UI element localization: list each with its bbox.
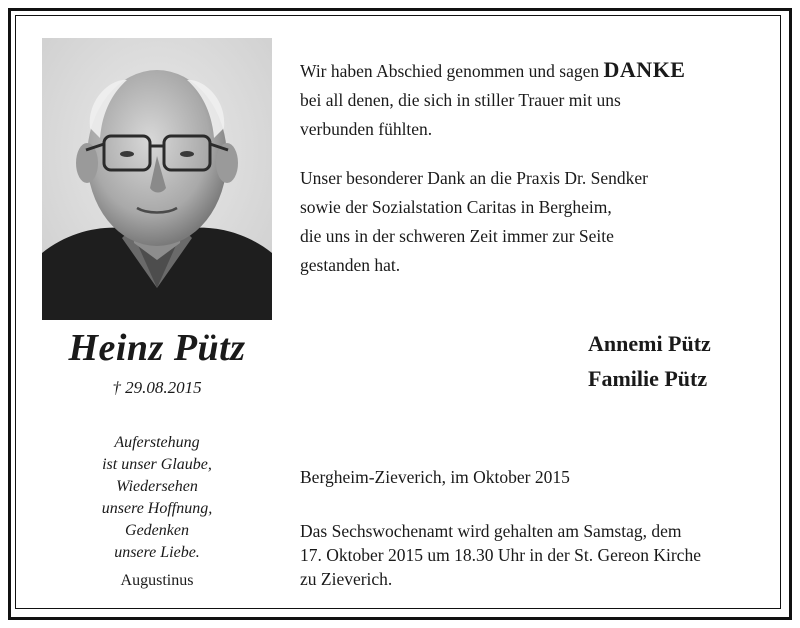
quote-line: unsere Hoffnung, [101,500,213,517]
special-thanks-line: die uns in der schweren Zeit immer zur Seite [300,226,614,246]
place-date: Bergheim-Zieverich, im Oktober 2015 [300,467,570,487]
portrait-photo [42,38,272,320]
death-date: † 29.08.2015 [112,378,202,397]
quote-line: Gedenken [125,522,189,539]
special-thanks-line: sowie der Sozialstation Caritas in Bergheim, [300,197,612,217]
thanks-line-1 [300,55,770,86]
deceased-name: Heinz Pütz [68,327,246,369]
mass-line: Das Sechswochenamt wird gehalten am Samstag, dem [300,521,682,541]
mass-line: 17. Oktober 2015 um 18.30 Uhr in der St. Gereon Kirche [300,545,701,565]
quote [42,432,272,564]
thanks-paragraph [300,55,770,144]
signature-annemi: Annemi Pütz [588,331,711,356]
quote-line: ist unser Glaube, [102,456,212,473]
thanks-line-2: bei all denen, die sich in stiller Trauer mit uns [300,90,621,110]
quote-author: Augustinus [120,572,194,589]
quote-line: Auferstehung [114,434,200,451]
special-thanks-line: gestanden hat. [300,255,401,275]
quote-line: unsere Liebe. [114,544,200,561]
thanks-line-1-text: Wir haben Abschied genommen und sagen [300,61,604,81]
special-thanks-paragraph [300,164,770,280]
danke-emphasis: DANKE [603,57,686,82]
quote-line: Wiedersehen [116,478,198,495]
thanks-line-3: verbunden fühlten. [300,119,433,139]
mass-line: zu Zieverich. [300,569,393,589]
special-thanks-line: Unser besonderer Dank an die Praxis Dr. Sendker [300,168,648,188]
mass-announcement [300,519,770,591]
signature-familie: Familie Pütz [588,366,708,391]
